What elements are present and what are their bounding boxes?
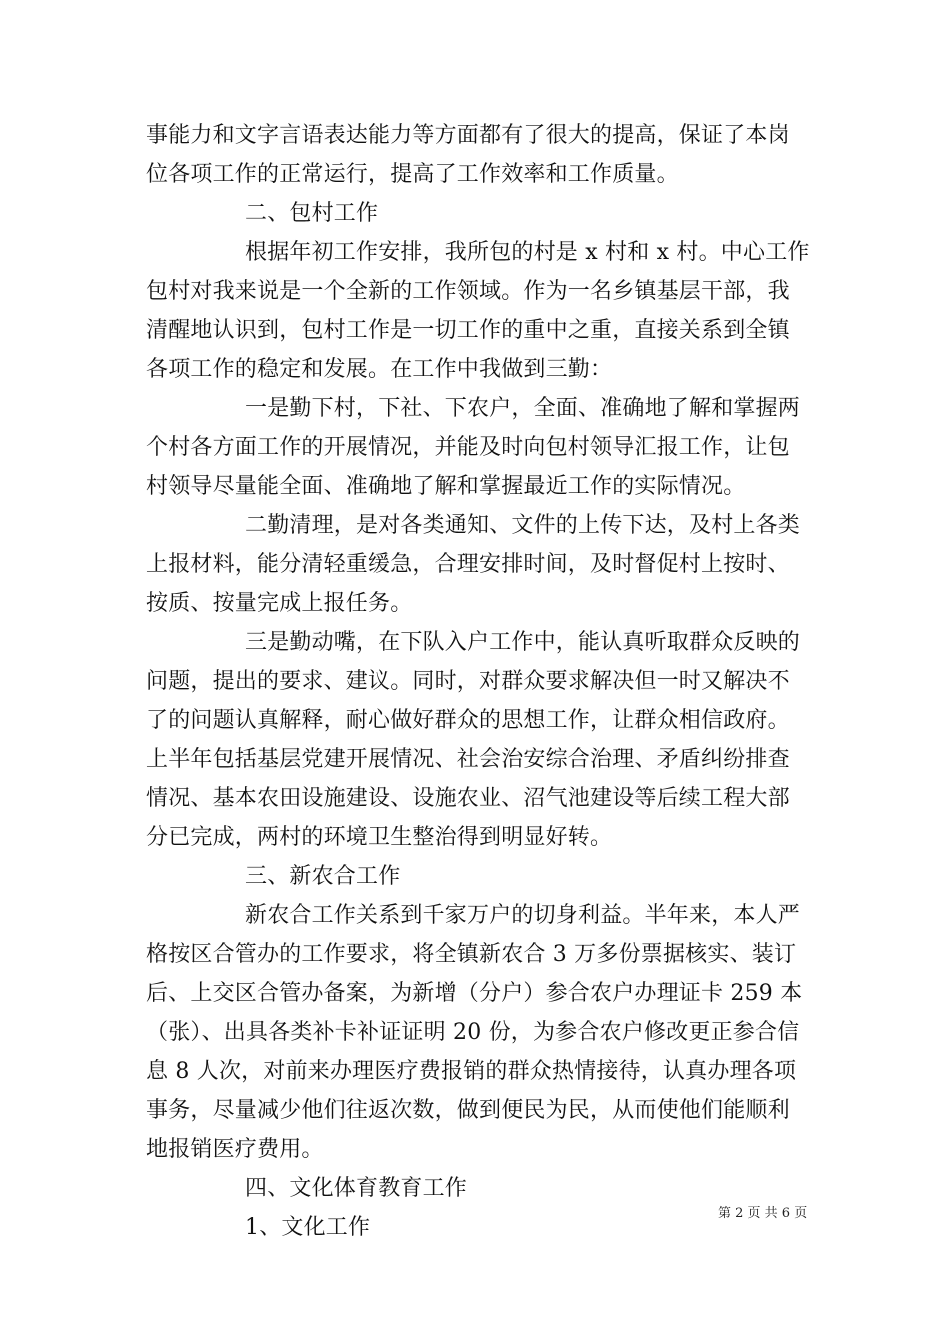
paragraph-line: 个村各方面工作的开展情况，并能及时向包村领导汇报工作，让包 bbox=[146, 435, 790, 460]
subsection-heading: 1、文化工作 bbox=[245, 1215, 371, 1240]
paragraph-line: 分已完成，两村的环境卫生整治得到明显好转。 bbox=[146, 825, 613, 850]
paragraph-line: 上报材料，能分清轻重缓急，合理安排时间，及时督促村上按时、 bbox=[146, 552, 790, 577]
paragraph-line: 村领导尽量能全面、准确地了解和掌握最近工作的实际情况。 bbox=[146, 474, 746, 499]
paragraph-line: 上半年包括基层党建开展情况、社会治安综合治理、矛盾纠纷排查 bbox=[146, 747, 790, 772]
paragraph-line: 格按区合管办的工作要求，将全镇新农合 3 万多份票据核实、装订 bbox=[146, 942, 797, 967]
paragraph-line: 一是勤下村，下社、下农户，全面、准确地了解和掌握两 bbox=[245, 396, 801, 421]
paragraph-line: 息 8 人次，对前来办理医疗费报销的群众热情接待，认真办理各项 bbox=[146, 1059, 797, 1084]
paragraph-line: 各项工作的稳定和发展。在工作中我做到三勤： bbox=[146, 357, 613, 382]
section-heading: 四、文化体育教育工作 bbox=[245, 1176, 468, 1201]
paragraph-line: 清醒地认识到，包村工作是一切工作的重中之重，直接关系到全镇 bbox=[146, 318, 790, 343]
section-heading: 三、新农合工作 bbox=[245, 864, 401, 889]
paragraph-line: 三是勤动嘴，在下队入户工作中，能认真听取群众反映的 bbox=[245, 630, 801, 655]
paragraph-line: 根据年初工作安排，我所包的村是 x 村和 x 村。中心工作 bbox=[245, 240, 810, 265]
paragraph-line: 事务，尽量减少他们往返次数，做到便民为民，从而使他们能顺利 bbox=[146, 1098, 790, 1123]
paragraph-line: 地报销医疗费用。 bbox=[146, 1137, 324, 1162]
paragraph-line: 新农合工作关系到千家万户的切身利益。半年来，本人严 bbox=[245, 903, 801, 928]
paragraph-line: 了的问题认真解释，耐心做好群众的思想工作，让群众相信政府。 bbox=[146, 708, 790, 733]
document-body bbox=[146, 116, 808, 1247]
paragraph-line: 包村对我来说是一个全新的工作领域。作为一名乡镇基层干部，我 bbox=[146, 279, 790, 304]
paragraph-line: 后、上交区合管办备案，为新增（分户）参合农户办理证卡 259 本 bbox=[146, 981, 803, 1006]
paragraph-line: 事能力和文字言语表达能力等方面都有了很大的提高，保证了本岗 bbox=[146, 123, 790, 148]
page-number: 第 2 页 共 6 页 bbox=[718, 1206, 808, 1221]
paragraph-line: （张）、出具各类补卡补证证明 20 份，为参合农户修改更正参合信 bbox=[146, 1020, 800, 1045]
section-heading: 二、包村工作 bbox=[245, 201, 379, 226]
paragraph-line: 二勤清理，是对各类通知、文件的上传下达，及村上各类 bbox=[245, 513, 801, 538]
paragraph-line: 位各项工作的正常运行，提高了工作效率和工作质量。 bbox=[146, 162, 679, 187]
paragraph-line: 情况、基本农田设施建设、设施农业、沼气池建设等后续工程大部 bbox=[146, 786, 790, 811]
paragraph-line: 按质、按量完成上报任务。 bbox=[146, 591, 413, 616]
paragraph-line: 问题，提出的要求、建议。同时，对群众要求解决但一时又解决不 bbox=[146, 669, 790, 694]
